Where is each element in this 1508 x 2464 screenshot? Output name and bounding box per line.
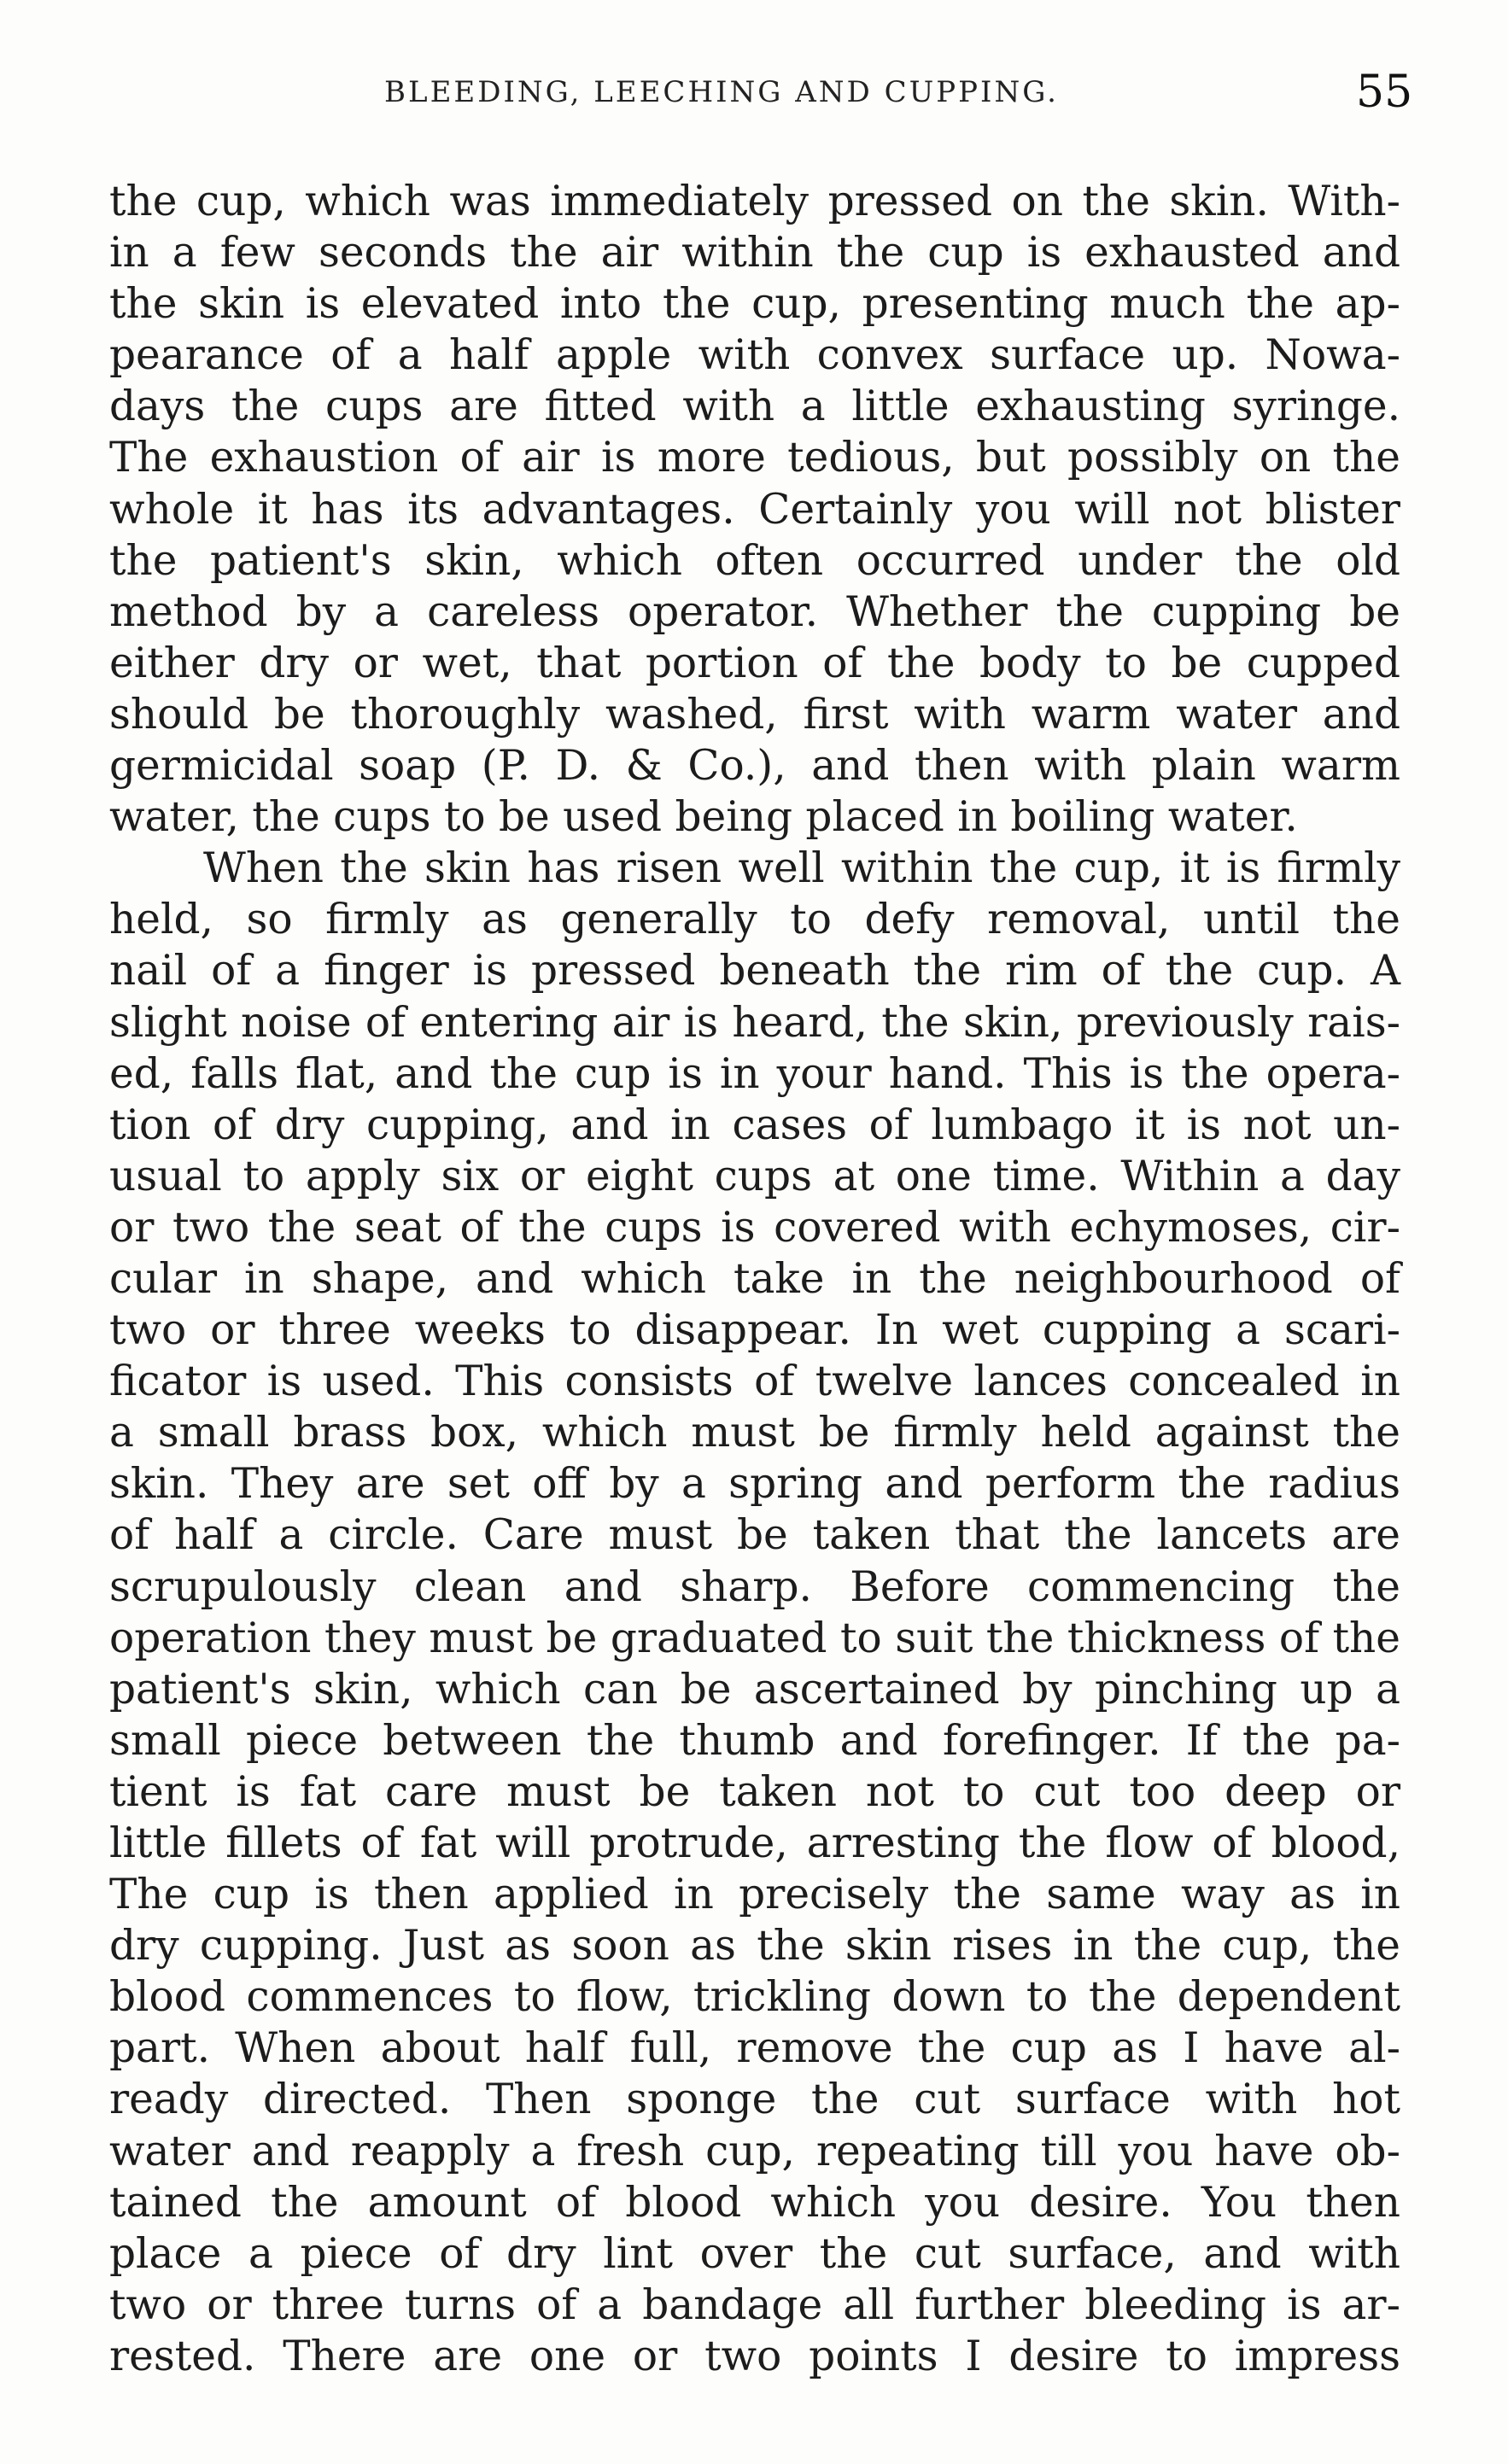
page-number: 55 — [1356, 67, 1413, 118]
text-line: two or three weeks to disappear. In wet cupping a scari- — [109, 1306, 1400, 1355]
text-line: operation they must be graduated to suit the thickness of the — [109, 1614, 1400, 1662]
body-text — [109, 176, 1400, 2382]
text-line: of half a circle. Care must be taken that the lancets are — [109, 1511, 1400, 1560]
text-line: the cup, which was immediately pressed on the skin. With- — [109, 178, 1400, 225]
text-line: or two the seat of the cups is covered with echymoses, cir- — [109, 1203, 1400, 1252]
paragraph-end-line: water, the cups to be used being placed in boiling water. — [109, 793, 1298, 842]
text-line: tion of dry cupping, and in cases of lumbago it is not un- — [109, 1101, 1400, 1149]
text-line: place a piece of dry lint over the cut surface, and with — [109, 2229, 1400, 2278]
text-line: small piece between the thumb and forefinger. If the pa- — [109, 1716, 1400, 1765]
text-line: The cup is then applied in precisely the same way as in — [109, 1871, 1400, 1919]
text-line: either dry or wet, that portion of the body to be cupped — [109, 639, 1400, 687]
text-line: dry cupping. Just as soon as the skin rises in the cup, the — [109, 1922, 1400, 1971]
text-line: a small brass box, which must be firmly held against the — [109, 1409, 1400, 1457]
text-line: patient's skin, which can be ascertained by pinching up a — [109, 1665, 1400, 1714]
running-head: BLEEDING, LEECHING AND CUPPING. — [384, 75, 1059, 109]
text-line: tained the amount of blood which you desire. You then — [109, 2178, 1400, 2227]
text-line: scrupulously clean and sharp. Before commencing the — [109, 1562, 1400, 1611]
text-line: water and reapply a fresh cup, repeating till you have ob- — [109, 2127, 1400, 2175]
text-line: slight noise of entering air is heard, the skin, previously rais- — [109, 998, 1400, 1047]
text-line: held, so firmly as generally to defy removal, until the — [109, 896, 1400, 944]
text-line: two or three turns of a bandage all further bleeding is ar- — [109, 2280, 1400, 2329]
text-line: blood commences to flow, trickling down to the dependent — [109, 1973, 1400, 2022]
text-line: ed, falls flat, and the cup is in your hand. This is the opera- — [109, 1049, 1400, 1098]
text-line: rested. There are one or two points I desire to impress — [109, 2332, 1400, 2380]
text-line: whole it has its advantages. Certainly you will not blister — [109, 485, 1400, 534]
text-line: should be thoroughly washed, first with warm water and — [109, 690, 1400, 739]
text-line: ficator is used. This consists of twelve lances concealed in — [109, 1358, 1400, 1406]
text-line: cular in shape, and which take in the neighbourhood of — [109, 1254, 1400, 1303]
text-line: usual to apply six or eight cups at one time. Within a day — [109, 1152, 1400, 1200]
text-line: part. When about half full, remove the cup as I have al- — [109, 2024, 1400, 2073]
text-line: germicidal soap (P. D. & Co.), and then with plain warm — [109, 742, 1400, 791]
text-line: method by a careless operator. Whether the cupping be — [109, 587, 1400, 636]
text-line: little fillets of fat will protrude, arresting the flow of blood, — [109, 1819, 1400, 1867]
text-line: the skin is elevated into the cup, presenting much the ap- — [109, 280, 1400, 329]
text-line: The exhaustion of air is more tedious, but possibly on the — [109, 434, 1400, 482]
text-line: tient is fat care must be taken not to cut too deep or — [109, 1767, 1400, 1816]
text-line: nail of a finger is pressed beneath the rim of the cup. A — [109, 947, 1400, 996]
text-line: days the cups are fitted with a little exhausting syringe. — [109, 382, 1400, 431]
text-line: skin. They are set off by a spring and perform the radius — [109, 1460, 1400, 1509]
text-line: the patient's skin, which often occurred under the old — [109, 536, 1400, 585]
text-line: in a few seconds the air within the cup is exhausted and — [109, 229, 1400, 277]
text-line: pearance of a half apple with convex surface up. Nowa- — [109, 331, 1400, 380]
text-line: ready directed. Then sponge the cut surface with hot — [109, 2076, 1400, 2124]
paragraph-start-line: When the skin has risen well within the cup, it is firmly — [203, 844, 1400, 893]
